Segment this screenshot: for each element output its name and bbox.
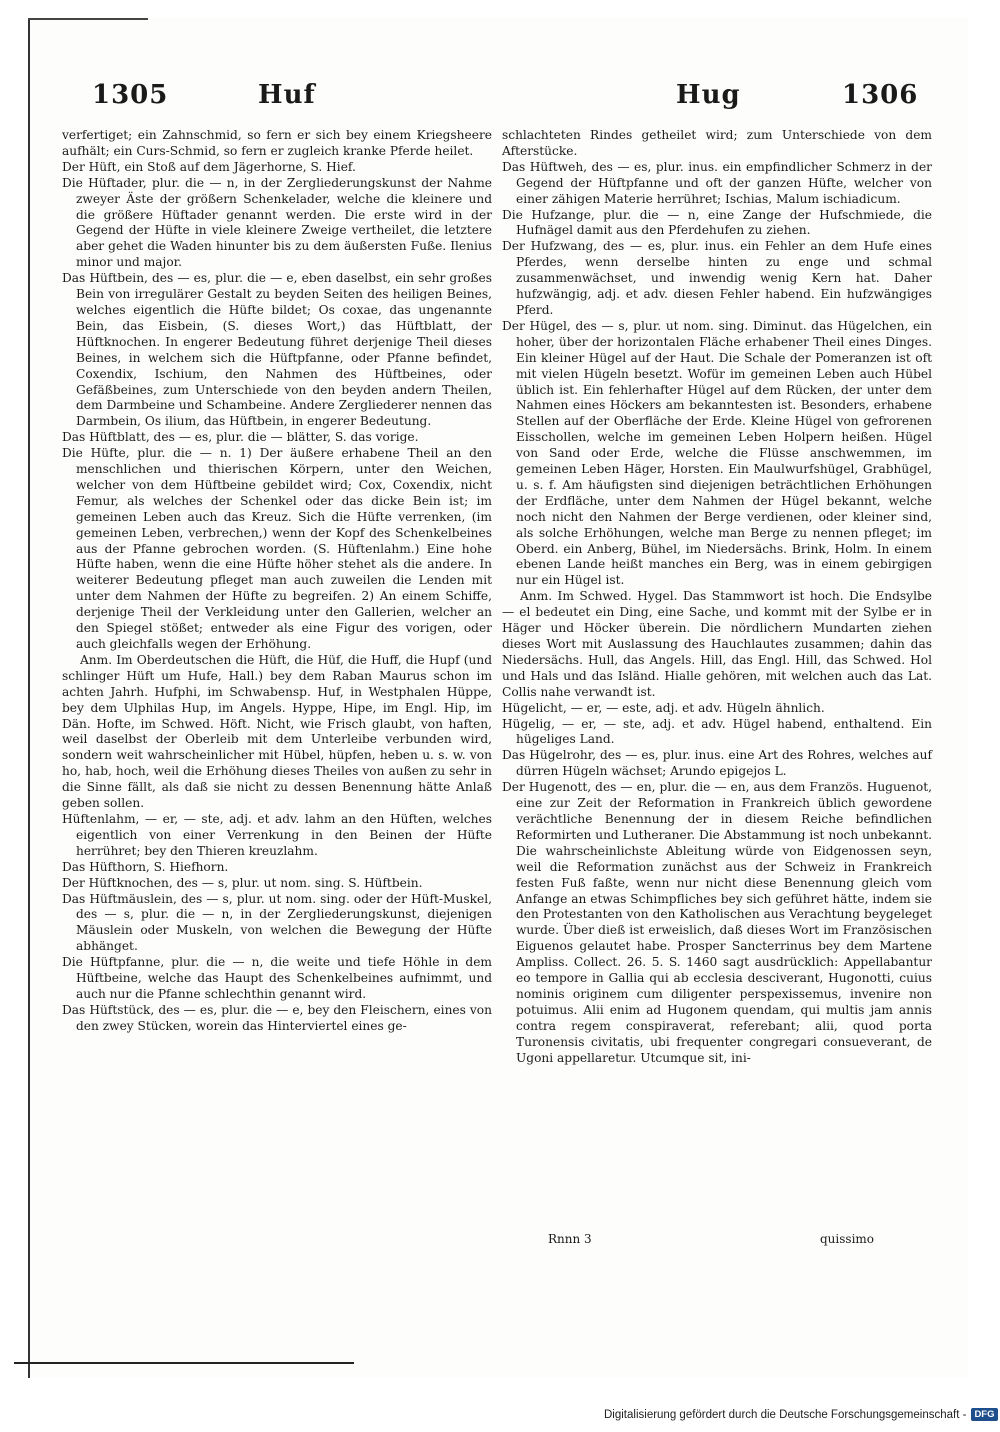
footer (604, 1408, 998, 1421)
left-page-number: 1305 (92, 80, 169, 110)
left-entry-paragraph: Die Hüfte, plur. die — n. 1) Der äußere erhabene Theil an den menschlichen und thierischen Körpern, unter den Weichen, welcher von dem Hüftbeine gebildet wird; Cox, Coxendix, nicht Femur, als welches der Schenkel oder das dicke Bein ist; im gemeinen Leben auch das Kreuz. Sich die Hüfte verrenken, (im gemeinen Leben, verbrechen,) wenn der Kopf des Schenkelbeines aus der Pfanne gebrochen worden. (S. Hüftenlahm.) Eine hohe Hüfte haben, wenn die eine Hüfte höher stehet als die andere. In weiterer Bedeutung pfleget man auch zuweilen die Lenden mit unter dem Nahmen der Hüfte zu begreifen. 2) An einem Schiffe, derjenige Theil der Verkleidung unter den Gallerien, welcher an den Spiegel stößet; entweder als eine Figur des vorigen, oder auch gleichfalls wegen der Erhöhung. (62, 446, 492, 651)
left-entry-paragraph: Die Hüftader, plur. die — n, in der Zergliederungskunst der Nahme zweyer Äste der größern Schenkelader, welche die kleinere und die größere Hüftader genannt werden. Die erste wird in der Gegend der Hüfte in viele kleinere Zweige vertheilet, die letztere aber gehet die Waden hinunter bis zu dem äußersten Fuße. Ilenius minor und major. (62, 175, 492, 270)
bottom-rule (14, 1362, 354, 1364)
left-cont-paragraph: verfertiget; ein Zahnschmid, so fern er sich bey einem Kriegsheere aufhält; ein Curs-Schmid, so fern er zugleich kranke Pferde heilet. (62, 128, 492, 158)
left-entry-paragraph: Hüftenlahm, — er, — ste, adj. et adv. lahm an den Hüften, welches eigentlich von einer Verrenkung in den Beinen der Hüfte herrühret; bey den Thieren kreuzlahm. (62, 811, 492, 858)
left-entry-paragraph: Das Hüftstück, des — es, plur. die — e, bey den Fleischern, eines von den zwey Stücken, worein das Hinterviertel eines ge- (62, 1002, 492, 1033)
right-entry-paragraph: Der Hügel, des — s, plur. ut nom. sing. Diminut. das Hügelchen, ein hoher, über der horizontalen Fläche erhabener Theil eines Dinges. Ein kleiner Hügel auf der Haut. Die Schale der Pomeranzen ist oft mit vielen Hügeln besetzt. Wofür im gemeinen Leben auch Hübel üblich ist. Ein fehlerhafter Hügel auf dem Rücken, der unter dem Nahmen eines Höckers am bekanntesten ist. Besonders, erhabene Stellen auf der Oberfläche der Erde. Kleine Hügel von gefrorenen Eisschollen, welche im gemeinen Leben Holpern heißen. Hügel von Sand oder Erde, welche die Flüsse anschwemmen, im gemeinen Leben Häger, Horsten. Ein Maulwurfshügel, Grabhügel, u. s. f. Am häufigsten sind diejenigen beträchtlichen Erhöhungen der Erdfläche, unter dem Nahmen der Hügel bekannt, welche noch nicht den Nahmen der Berge verdienen, oder kleiner sind, als solche Erhöhungen, welche man Berge zu nennen pfleget; im Oberd. ein Anberg, Bühel, im Niedersächs. Brink, Holm. In einem ebenen Lande heißt manches ein Berg, was in einem gebirgigen nur ein Hügel ist. (502, 318, 932, 588)
catchword-bottom: quissimo (820, 1232, 875, 1246)
left-entry-paragraph: Das Hüftbein, des — es, plur. die — e, eben daselbst, ein sehr großes Bein von irregulärer Gestalt zu beyden Seiten des heiligen Beines, welches eigentlich die Hüfte bildet; Os coxae, das ungenannte Bein, das Eisbein, (S. dieses Wort,) das Hüftblatt, der Hüftknochen. In engerer Bedeutung führet derjenige Theil dieses Beines, in welchem sich die Hüftpfanne, oder Pfanne befindet, Coxendix, Ischium, den Nahmen des Hüftbeines, oder Gefäßbeines, zum Unterschiede von den beyden andern Theilen, dem Darmbeine und Schambeine. Andere Zergliederer nennen das Darmbein, Os ilium, das Hüftbein, in engerer Bedeutung. (62, 271, 492, 429)
page-edge-left (28, 18, 30, 1378)
page-edge-top (28, 18, 148, 20)
right-entry-paragraph: Die Hufzange, plur. die — n, eine Zange der Hufschmiede, die Hufnägel damit aus den Pferdehufen zu ziehen. (502, 207, 932, 238)
left-entry-paragraph: Das Hüftblatt, des — es, plur. die — blätter, S. das vorige. (62, 430, 419, 445)
footer-text: Digitalisierung gefördert durch die Deutsche Forschungsgemeinschaft - (604, 1408, 967, 1421)
left-catchword: Huf (258, 80, 316, 110)
left-entry-paragraph: Das Hüftmäuslein, des — s, plur. ut nom. sing. oder der Hüft-Muskel, des — s, plur. die — n, in der Zergliederungskunst, diejenigen Mäuslein oder Muskeln, von welchen die Bewegung der Hüfte abhänget. (62, 891, 492, 954)
right-cont-paragraph: schlachteten Rindes getheilet wird; zum Unterschiede von dem Afterstücke. (502, 128, 932, 158)
right-entry-paragraph: Das Hüftweh, des — es, plur. inus. ein empfindlicher Schmerz in der Gegend der Hüftpfanne und oft der ganzen Hüfte, welcher von einer zähigen Materie herrühret; Ischias, Malum ischiadicum. (502, 159, 932, 206)
left-entry-paragraph: Die Hüftpfanne, plur. die — n, die weite und tiefe Höhle in dem Hüftbeine, welche das Haupt des Schenkelbeines aufnimmt, und auch nur die Pfanne schlechthin genannt wird. (62, 955, 492, 1001)
right-column (502, 128, 932, 1066)
right-entry-paragraph: Hügelicht, — er, — este, adj. et adv. Hügeln ähnlich. (502, 700, 825, 715)
right-note-paragraph: Anm. Im Schwed. Hygel. Das Stammwort ist hoch. Die Endsylbe — el bedeutet ein Ding, eine Sache, und kommt mit der Sylbe er in Häger und Höcker überein. Die nördlichern Mundarten ziehen dieses Wort mit Auslassung des Hauchlautes zusammen; dahin das Niedersächs. Hull, das Angels. Hill, das Engl. Hill, das Schwed. Hol und Hals und das Isländ. Hialle gehören, mit welchen auch das Lat. Collis nahe verwandt ist. (502, 589, 932, 699)
right-catchword: Hug (676, 80, 741, 110)
dfg-logo: DFG (971, 1408, 997, 1421)
signature-mark: Rnnn 3 (548, 1232, 592, 1246)
right-entry-paragraph: Das Hügelrohr, des — es, plur. inus. eine Art des Rohres, welches auf dürren Hügeln wächset; Arundo epigejos L. (502, 748, 932, 779)
right-entry-paragraph: Der Hufzwang, des — es, plur. inus. ein Fehler an dem Hufe eines Pferdes, wenn derselbe hinten zu enge und schmal zusammenwächset, und inwendig wenig Kern hat. Daher hufzwängig, adj. et adv. diesen Fehler habend. Ein hufzwängiges Pferd. (502, 239, 932, 317)
left-note-paragraph: Anm. Im Oberdeutschen die Hüft, die Hüf, die Huff, die Hupf (und schlinger Hüft um Hufe, Hall.) bey dem Raban Maurus schon im achten Jahrh. Hufphi, im Schwabensp. Huf, in Westphalen Hüppe, bey dem Ulphilas Hup, im Angels. Hyppe, Hipe, im Engl. Hip, im Dän. Hofte, im Schwed. Höft. Nicht, wie Frisch glaubt, von haften, weil daselbst der Oberleib mit dem Unterleibe verbunden wird, sondern weit wahrscheinlicher mit Hübel, hüpfen, heben u. s. w. von ho, hab, hoch, weil die Erhöhung dieses Theiles von außen zu sehr in die Sinne fällt, als daß sie nicht zu dessen Benennung hätte Anlaß geben sollen. (62, 652, 492, 811)
left-entry-paragraph: Der Hüft, ein Stoß auf dem Jägerhorne, S. Hief. (62, 159, 356, 174)
left-entry-paragraph: Das Hüfthorn, S. Hiefhorn. (62, 859, 229, 874)
left-column (62, 128, 492, 1035)
right-entry-paragraph: Der Hugenott, des — en, plur. die — en, aus dem Französ. Huguenot, eine zur Zeit der Reformation in Frankreich üblich gewordene verächtliche Benennung der in diesem Reiche befindlichen Reformirten und Lutheraner. Die Abstammung ist noch unbekannt. Die wahrscheinlichste Ableitung würde von Eidgenossen seyn, weil die Reformation zunächst aus der Schweiz in Frankreich festen Fuß faßte, wenn nur nicht diese Benennung gleich vom Anfange an etwas Schimpfliches bey sich geführet hätte, indem sie den Protestanten von den Katholischen aus Verachtung beygeleget wurde. Über dieß ist erweislich, daß dieses Wort im Französischen Eiguenos gelautet habe. Prosper Sancterrinus bey dem Martene Ampliss. Collect. 26. 5. S. 1460 sagt ausdrücklich: Appellabantur eo tempore in Gallia qui ab ecclesia desciverant, Hugonotti, cuius nominis originem cum diligenter perspexissemus, invenire non potuimus. Alii enim ad Hugonem quendam, qui multis jam annis contra regem conspiraverat, referebant; alii, quod porta Turonensis civitatis, ubi frequenter congregari consueverant, de Ugoni appellaretur. Utcumque sit, ini- (502, 780, 932, 1065)
left-entry-paragraph: Der Hüftknochen, des — s, plur. ut nom. sing. S. Hüftbein. (62, 875, 423, 890)
right-entry-paragraph: Hügelig, — er, — ste, adj. et adv. Hügel habend, enthaltend. Ein hügeliges Land. (502, 716, 932, 747)
right-page-number: 1306 (842, 80, 919, 110)
